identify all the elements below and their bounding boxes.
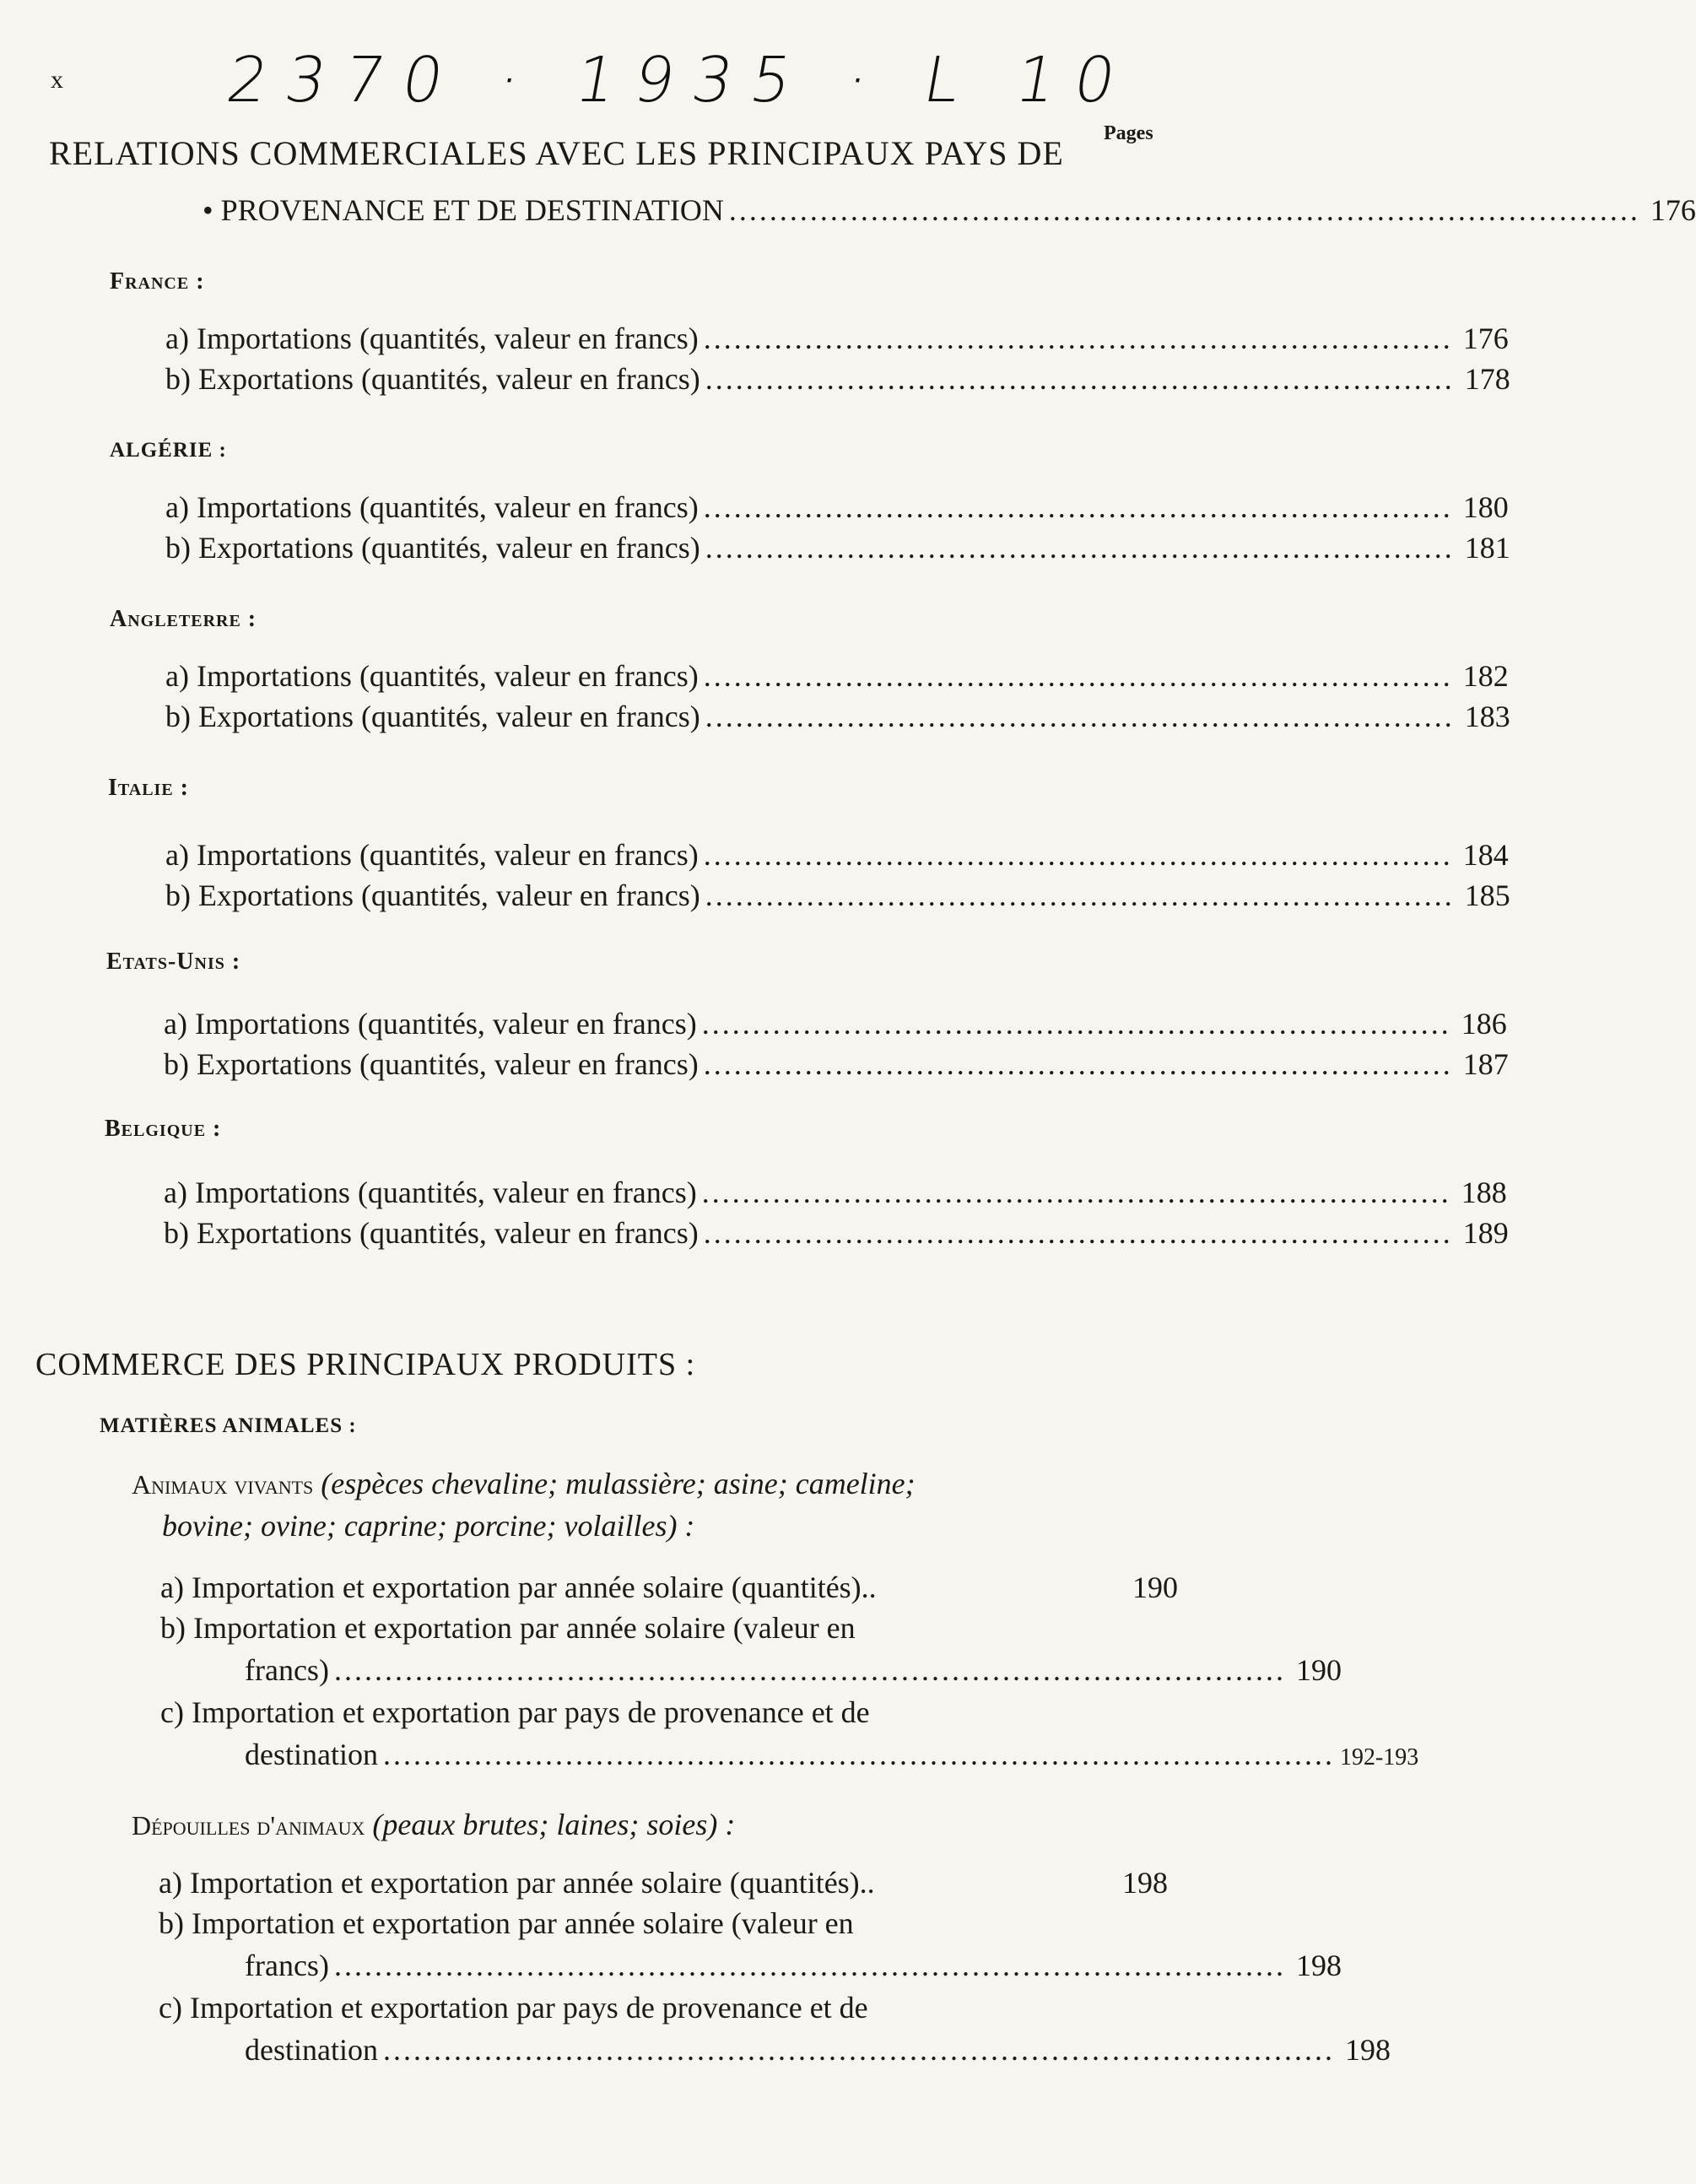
page-ref: 182 bbox=[1462, 659, 1509, 693]
leader-dots: .......................................................................... bbox=[703, 838, 1453, 872]
toc-entry bbox=[165, 361, 1510, 397]
page-ref: 176 bbox=[1462, 322, 1509, 355]
entry-label: b) Exportations (quantités, valeur en francs) bbox=[165, 362, 700, 396]
page-ref: 190 bbox=[1295, 1653, 1342, 1687]
page-ref: 178 bbox=[1464, 362, 1510, 396]
entry-label: b) Exportations (quantités, valeur en francs) bbox=[164, 1216, 699, 1250]
entry-label-cont: francs) bbox=[245, 1949, 329, 1982]
category-detail: bovine; ovine; caprine; porcine; volailles) : bbox=[162, 1509, 695, 1543]
leader-dots: .............................................................................................. bbox=[333, 1653, 1286, 1687]
page-ref: 188 bbox=[1461, 1176, 1507, 1209]
leader-dots: .......................................................................... bbox=[703, 659, 1453, 693]
page-ref: 184 bbox=[1462, 838, 1509, 872]
country-heading: ALGÉRIE : bbox=[110, 439, 227, 462]
category-name: Dépouilles d'animaux bbox=[132, 1810, 365, 1841]
toc-entry bbox=[165, 321, 1509, 356]
toc-entry bbox=[164, 1006, 1507, 1041]
country-heading: Etats-Unis : bbox=[106, 949, 241, 975]
entry-label: a) Importations (quantités, valeur en francs) bbox=[165, 838, 699, 872]
leader-dots: .......................................................................... bbox=[703, 1047, 1453, 1081]
entry-label: b) Exportations (quantités, valeur en francs) bbox=[165, 700, 700, 733]
leader-dots: .............................................................................................. bbox=[333, 1949, 1286, 1982]
subsection-heading: MATIÈRES ANIMALES : bbox=[100, 1414, 357, 1437]
leader-dots: .......................................................................... bbox=[701, 1007, 1451, 1041]
entry-label: a) Importation et exportation par année solaire (quantités).. bbox=[160, 1570, 877, 1604]
entry-label: b) Exportations (quantités, valeur en francs) bbox=[164, 1047, 699, 1081]
country-heading: Angleterre : bbox=[110, 606, 257, 632]
page-ref: 176 bbox=[1650, 193, 1696, 227]
entry-label: a) Importations (quantités, valeur en francs) bbox=[165, 322, 699, 355]
entry-label: c) Importation et exportation par pays de provenance et de bbox=[160, 1695, 870, 1729]
entry-label: a) Importations (quantités, valeur en francs) bbox=[164, 1176, 697, 1209]
page-ref: 198 bbox=[1344, 2033, 1391, 2067]
toc-entry bbox=[245, 1948, 1342, 1983]
page-ref: 185 bbox=[1464, 878, 1510, 912]
leader-dots: .......................................................................... bbox=[705, 878, 1455, 912]
category-detail: (peaux brutes; laines; soies) : bbox=[372, 1808, 736, 1841]
entry-label: b) Importation et exportation par année solaire (valeur en bbox=[159, 1906, 854, 1940]
entry-label-cont: francs) bbox=[245, 1653, 329, 1687]
country-heading: Italie : bbox=[108, 775, 189, 801]
leader-dots: .......................................................................... bbox=[703, 1216, 1453, 1250]
leader-dots: .......................................................................... bbox=[703, 322, 1453, 355]
page-ref: 181 bbox=[1464, 531, 1510, 565]
page-ref: 186 bbox=[1461, 1007, 1507, 1041]
handwritten-annotation: 2370 · 1935 · L 10 bbox=[221, 44, 1140, 116]
toc-entry bbox=[165, 530, 1510, 565]
category-detail-line2 bbox=[162, 1507, 694, 1544]
leader-dots: .......................................................................... bbox=[701, 1176, 1451, 1209]
toc-entry bbox=[159, 1865, 1168, 1900]
leader-dots: .......................................................................... bbox=[705, 362, 1455, 396]
toc-entry bbox=[165, 837, 1509, 873]
section-title-relations-line2: • PROVENANCE ET DE DESTINATION bbox=[203, 193, 724, 227]
toc-entry bbox=[165, 658, 1509, 694]
leader-dots: .......................................................................................... bbox=[728, 193, 1640, 227]
entry-label: a) Importations (quantités, valeur en francs) bbox=[165, 490, 699, 524]
leader-dots: .......................................................................... bbox=[705, 531, 1455, 565]
entry-label: b) Importation et exportation par année solaire (valeur en bbox=[160, 1611, 856, 1645]
page-ref: 190 bbox=[1132, 1570, 1178, 1604]
page-number: x bbox=[51, 66, 63, 94]
leader-dots: .............................................................................................. bbox=[382, 1738, 1335, 1771]
page-ref: 187 bbox=[1462, 1047, 1509, 1081]
toc-entry bbox=[164, 1046, 1509, 1082]
entry-label: a) Importations (quantités, valeur en francs) bbox=[164, 1007, 697, 1041]
entry-label-cont: destination bbox=[245, 1738, 378, 1771]
country-heading: France : bbox=[110, 268, 205, 295]
category-name: Animaux vivants bbox=[132, 1469, 314, 1500]
page-ref: 180 bbox=[1462, 490, 1509, 524]
page-ref: 198 bbox=[1295, 1949, 1342, 1982]
toc-entry bbox=[245, 1737, 1419, 1772]
entry-label: a) Importations (quantités, valeur en francs) bbox=[165, 659, 699, 693]
entry-label: b) Exportations (quantités, valeur en francs) bbox=[165, 531, 700, 565]
section-title-commerce: COMMERCE DES PRINCIPAUX PRODUITS : bbox=[35, 1347, 696, 1382]
toc-entry bbox=[165, 699, 1510, 734]
entry-label: a) Importation et exportation par année solaire (quantités).. bbox=[159, 1866, 875, 1900]
section-title-relations: RELATIONS COMMERCIALES AVEC LES PRINCIPAUX PAYS DE bbox=[49, 134, 1064, 172]
category-heading-animaux bbox=[132, 1465, 1102, 1503]
country-heading: Belgique : bbox=[105, 1116, 222, 1142]
entry-label-cont: destination bbox=[245, 2033, 378, 2067]
category-heading-depouilles bbox=[132, 1806, 1102, 1844]
pages-column-header: Pages bbox=[1104, 122, 1153, 144]
toc-entry bbox=[160, 1570, 1178, 1605]
leader-dots: .............................................................................................. bbox=[382, 2033, 1335, 2067]
toc-entry bbox=[165, 489, 1509, 525]
page-ref: 183 bbox=[1464, 700, 1510, 733]
leader-dots: .......................................................................... bbox=[705, 700, 1455, 733]
page-ref: 189 bbox=[1462, 1216, 1509, 1250]
leader-dots: .......................................................................... bbox=[703, 490, 1453, 524]
entry-label: c) Importation et exportation par pays de provenance et de bbox=[159, 1991, 868, 2025]
category-detail: (espèces chevaline; mulassière; asine; cameline; bbox=[321, 1467, 916, 1500]
toc-entry bbox=[245, 1652, 1342, 1688]
page-ref: 192-193 bbox=[1339, 1744, 1419, 1770]
toc-entry bbox=[164, 1175, 1507, 1210]
page-ref: 198 bbox=[1122, 1866, 1168, 1900]
entry-label: b) Exportations (quantités, valeur en francs) bbox=[165, 878, 700, 912]
toc-entry bbox=[165, 878, 1510, 913]
toc-entry bbox=[203, 192, 1696, 228]
toc-entry bbox=[164, 1215, 1509, 1251]
toc-entry bbox=[245, 2032, 1391, 2068]
